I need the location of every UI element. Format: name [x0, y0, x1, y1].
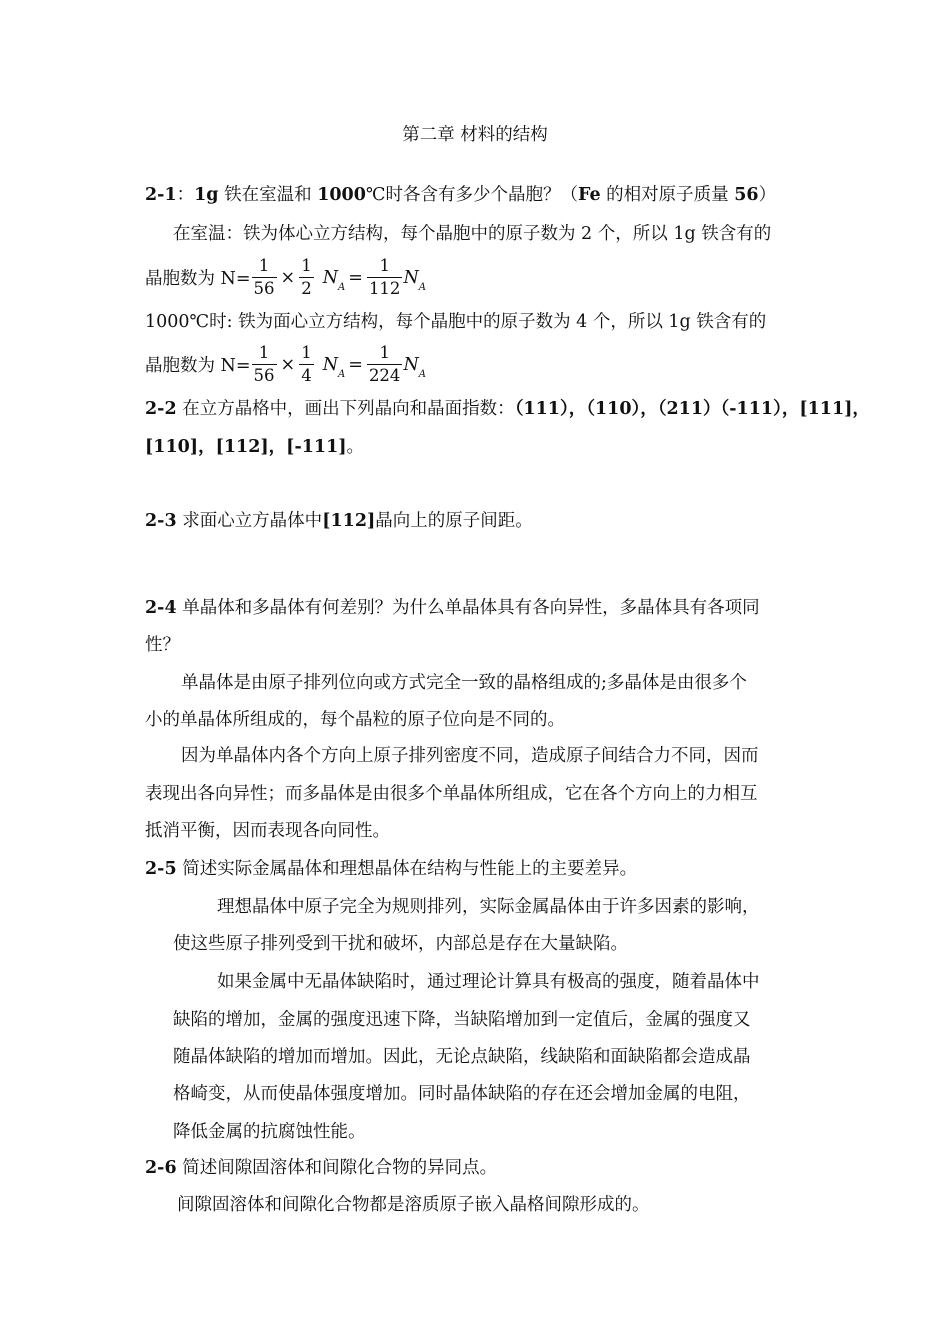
denominator: 56 [253, 279, 275, 298]
text: 简述间隙固溶体和间隙化合物的异同点。 [176, 1158, 498, 1178]
answer-paragraph: 缺陷的增加，金属的强度迅速下降，当缺陷增加到一定值后，金属的强度又 [173, 1010, 751, 1030]
text: ℃时各含有多少个晶胞？（ [365, 185, 578, 205]
equals-sign: = [348, 354, 363, 375]
text: ） [758, 185, 777, 205]
question-2-4-cont: 性？ [145, 635, 180, 655]
fraction [252, 255, 277, 300]
answer-paragraph: 表现出各向异性；而多晶体是由很多个单晶体所组成，它在各个方向上的力相互 [145, 784, 758, 804]
answer-1000c: 1000℃时: 铁为面心立方结构，每个晶胞中的原子数为 4 个，所以 1g 铁含有的 [145, 312, 767, 332]
question-2-4 [145, 597, 760, 619]
avogadro-symbol: N [403, 267, 419, 288]
avogadro-symbol: N [322, 267, 339, 288]
fraction [299, 342, 314, 387]
question-2-3 [145, 510, 533, 532]
question-2-5 [145, 858, 637, 880]
numerator: 1 [367, 255, 403, 278]
question-2-1 [145, 184, 776, 206]
fraction [299, 255, 314, 300]
numerator: 1 [299, 255, 314, 278]
question-number: 2-6 [145, 1158, 177, 1178]
avogadro-symbol: N [403, 354, 419, 375]
question-number: 2-1 [145, 185, 177, 205]
answer-paragraph: 理想晶体中原子完全为规则排列，实际金属晶体由于许多因素的影响， [217, 897, 760, 917]
question-number: 2-2 [145, 399, 177, 419]
answer-paragraph: 降低金属的抗腐蚀性能。 [173, 1122, 366, 1142]
indices: （111），（110），（211）（-111），[111]， [514, 399, 870, 419]
answer-paragraph: 因为单晶体内各个方向上原子排列密度不同，造成原子间结合力不同，因而 [181, 746, 759, 766]
page-title: 第二章 材料的结构 [402, 125, 548, 145]
denominator: 4 [301, 366, 312, 385]
equation-2 [145, 342, 426, 387]
text: 。 [346, 437, 365, 457]
fraction [252, 342, 277, 387]
text: 56 [734, 185, 759, 205]
text: 1000 [317, 185, 366, 205]
fraction [367, 255, 403, 300]
equals-sign: = [348, 267, 363, 288]
text: 求面心立方晶体中 [176, 511, 323, 531]
question-2-2-cont [145, 436, 364, 458]
equation-1 [145, 255, 426, 300]
question-2-6 [145, 1157, 497, 1179]
avogadro-subscript: A [418, 369, 426, 380]
eq-prefix: 晶胞数为 N= [145, 356, 251, 376]
fraction [367, 342, 403, 387]
text: 铁在室温和 [218, 185, 318, 205]
denominator: 224 [368, 366, 401, 385]
times-sign: × [280, 354, 296, 375]
numerator: 1 [252, 342, 277, 365]
denominator: 56 [253, 366, 275, 385]
text: Fe [577, 185, 601, 205]
answer-paragraph: 小的单晶体所组成的，每个晶粒的原子位向是不同的。 [145, 710, 565, 730]
answer-paragraph: 如果金属中无晶体缺陷时，通过理论计算具有极高的强度，随着晶体中 [217, 972, 760, 992]
avogadro-subscript: A [338, 369, 346, 380]
text: [112] [322, 511, 376, 531]
numerator: 1 [299, 342, 314, 365]
question-number: 2-5 [145, 859, 177, 879]
answer-paragraph: 随晶体缺陷的增加而增加。因此，无论点缺陷，线缺陷和面缺陷都会造成晶 [173, 1047, 751, 1067]
denominator: 112 [368, 279, 401, 298]
answer-paragraph: 抵消平衡，因而表现各向同性。 [145, 821, 390, 841]
eq-prefix: 晶胞数为 N= [145, 269, 251, 289]
text: 简述实际金属晶体和理想晶体在结构与性能上的主要差异。 [176, 859, 638, 879]
text: ： [176, 185, 195, 205]
indices: [110]，[112]，[-111] [145, 437, 347, 457]
answer-paragraph: 格崎变，从而使晶体强度增加。同时晶体缺陷的存在还会增加金属的电阻， [173, 1084, 751, 1104]
text: 晶向上的原子间距。 [375, 511, 533, 531]
question-number: 2-3 [145, 511, 177, 531]
text: 在立方晶格中，画出下列晶向和晶面指数： [176, 399, 515, 419]
text: 单晶体和多晶体有何差别？为什么单晶体具有各向异性，多晶体具有各项同 [176, 598, 760, 618]
text: 的相对原子质量 [600, 185, 735, 205]
question-2-2 [145, 398, 870, 420]
avogadro-subscript: A [418, 282, 426, 293]
denominator: 2 [301, 279, 312, 298]
answer-paragraph: 使这些原子排列受到干扰和破坏，内部总是存在大量缺陷。 [173, 934, 628, 954]
answer-room-temp: 在室温：铁为体心立方结构，每个晶胞中的原子数为 2 个，所以 1g 铁含有的 [173, 224, 772, 244]
avogadro-subscript: A [338, 282, 346, 293]
numerator: 1 [367, 342, 403, 365]
times-sign: × [280, 267, 296, 288]
numerator: 1 [252, 255, 277, 278]
avogadro-symbol: N [322, 354, 339, 375]
answer-paragraph: 单晶体是由原子排列位向或方式完全一致的晶格组成的;多晶体是由很多个 [181, 673, 747, 693]
question-number: 2-4 [145, 598, 177, 618]
answer-paragraph: 间隙固溶体和间隙化合物都是溶质原子嵌入晶格间隙形成的。 [177, 1195, 650, 1215]
text: 1g [194, 185, 219, 205]
